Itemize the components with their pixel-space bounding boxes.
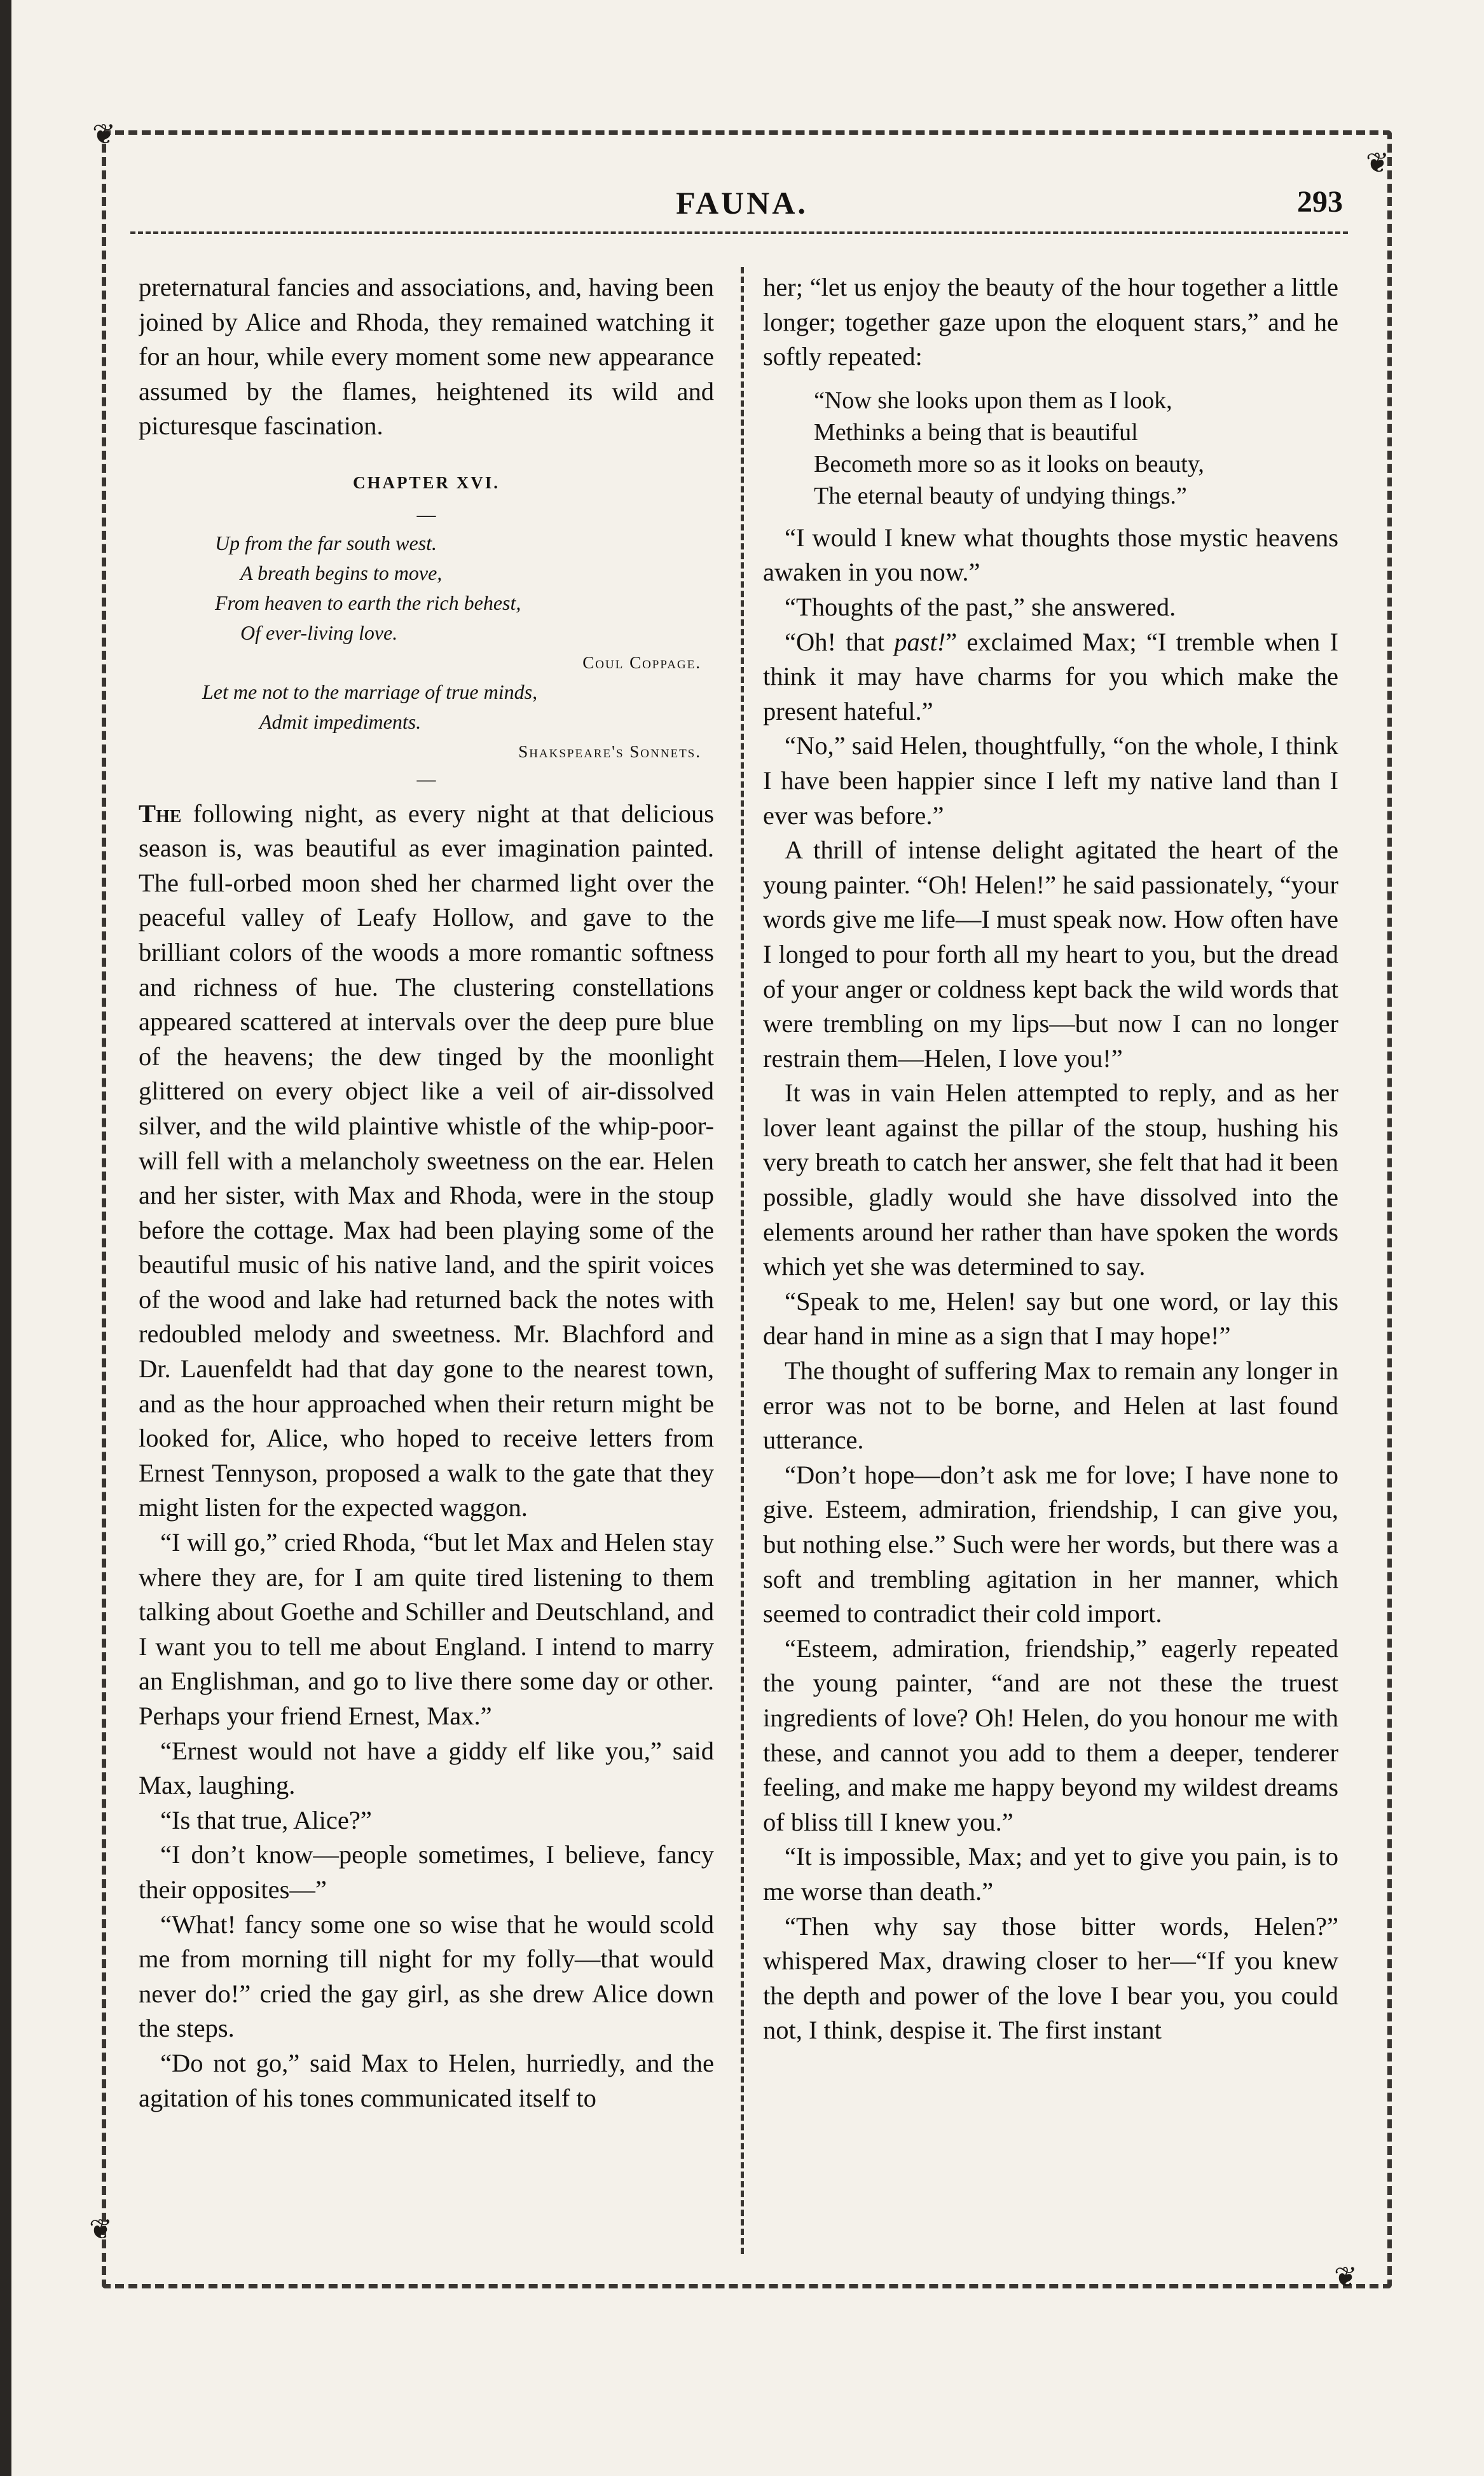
italic-word: past! bbox=[894, 627, 946, 656]
paragraph: The thought of suffering Max to remain any longer in error was not to be borne, and Helen at last found utterance. bbox=[763, 1356, 1338, 1455]
chapter-dash: — bbox=[416, 504, 436, 525]
corner-ornament-top-right: ❦ bbox=[1366, 148, 1389, 179]
paragraph: A thrill of intense delight agitated the heart of the young painter. “Oh! Helen!” he said passionately, “your words give me life—I must speak now. How often have I longed to pour forth all my heart to you, but the dread of your anger or coldness kept back the wild words that were trembling on my lips—but now I can no longer restrain them—Helen, I love you!” bbox=[763, 836, 1338, 1073]
verse-line: Up from the far south west. bbox=[215, 531, 437, 554]
corner-ornament-bottom-left: ❦ bbox=[89, 2214, 113, 2245]
paragraph: “Is that true, Alice?” bbox=[160, 1805, 372, 1834]
left-column bbox=[139, 270, 714, 2260]
chapter-heading: CHAPTER XVI. bbox=[352, 472, 500, 492]
page-number: 293 bbox=[1297, 185, 1343, 219]
verse-line: Becometh more so as it looks on beauty, bbox=[814, 450, 1204, 478]
verse-line: Of ever-living love. bbox=[240, 621, 398, 644]
paragraph: “I don’t know—people sometimes, I believe, fancy their opposites—” bbox=[139, 1840, 714, 1904]
paragraph: preternatural fancies and associations, and, having been joined by Alice and Rhoda, they remained watching it for an hour, while every moment some new appearance assumed by the flames, heightened its wild and picturesque fascination. bbox=[139, 273, 714, 441]
paragraph: “Do not go,” said Max to Helen, hurriedly, and the agitation of his tones communicated itself to bbox=[139, 2048, 714, 2112]
paragraph: “I will go,” cried Rhoda, “but let Max and Helen stay where they are, for I am quite tired listening to them talking about Goethe and Schiller and Deutschland, and I want you to tell me about England. I intend to marry an Englishman, and go to live there some day or other. Perhaps your friend Ernest, Max.” bbox=[139, 1528, 714, 1730]
dropcap-word: The bbox=[139, 799, 182, 828]
epigraph-attribution: Shakspeare's Sonnets. bbox=[518, 741, 701, 761]
corner-ornament-bottom-right: ❦ bbox=[1334, 2262, 1357, 2293]
running-title: FAUNA. bbox=[676, 185, 808, 221]
paragraph: “Speak to me, Helen! say but one word, or lay this dear hand in mine as a sign that I may hope!” bbox=[763, 1286, 1338, 1351]
paragraph-text: ” exclaimed Max; “I tremble when I think it may have charms for you which make the present hateful.” bbox=[763, 627, 1338, 726]
paragraph-text: “Oh! that bbox=[785, 627, 895, 656]
column-divider bbox=[741, 267, 744, 2254]
header-rule bbox=[130, 231, 1348, 234]
epigraph-attribution: Coul Coppage. bbox=[582, 652, 701, 672]
paragraph-text: following night, as every night at that delicious season is, was beautiful as ever imagination painted. The full-orbed moon shed her charmed light over the peaceful valley of Leafy Hollow, and gave to the brilliant colors of the woods a more romantic softness and richness of hue. The clustering constellations appeared scattered at intervals over the deep pure blue of the heavens; the dew tinged by the moonlight glittered on every object like a veil of air-dissolved silver, and the wild plaintive whistle of the whip-poor-will fell with a melancholy sweetness on the ear. Helen and her sister, with Max and Rhoda, were in the stoup before the cottage. Max had been playing some of the beautiful music of his native land, and the spirit voices of the wood and lake had returned back the notes with redoubled melody and sweetness. Mr. Blachford and Dr. Lauenfeldt had that day gone to the nearest town, and as the hour approached when their return might be looked for, Alice, who hoped to receive letters from Ernest Tennyson, proposed a walk to the gate that they might listen for the expected waggon. bbox=[139, 799, 714, 1522]
paragraph: “Don’t hope—don’t ask me for love; I have none to give. Esteem, admiration, friendship, I can give you, but nothing else.” Such were her words, but there was a soft and trembling agitation in her manner, which seemed to contradict their cold import. bbox=[763, 1460, 1338, 1628]
paragraph: It was in vain Helen attempted to reply, and as her lover leant against the pillar of the stoup, hushing his very breath to catch her answer, she felt that had it been possible, gladly would she have dissolved into the elements around her rather than have spoken the words which yet she was determined to say. bbox=[763, 1078, 1338, 1281]
verse-line: Methinks a being that is beautiful bbox=[814, 418, 1138, 446]
paragraph: “Ernest would not have a giddy elf like you,” said Max, laughing. bbox=[139, 1736, 714, 1800]
epigraph-sonnet bbox=[202, 677, 714, 737]
paragraph: “It is impossible, Max; and yet to give you pain, is to me worse than death.” bbox=[763, 1842, 1338, 1906]
verse-line: The eternal beauty of undying things.” bbox=[814, 482, 1187, 509]
epigraph-verse bbox=[215, 528, 714, 648]
verse-line: “Now she looks upon them as I look, bbox=[814, 387, 1172, 414]
paragraph: “I would I knew what thoughts those mystic heavens awaken in you now.” bbox=[763, 523, 1338, 587]
paragraph bbox=[139, 797, 714, 1525]
paragraph: “Then why say those bitter words, Helen?” whispered Max, drawing closer to her—“If you knew the depth and power of the love I bear you, you could not, I think, despise it. The first instant bbox=[763, 1911, 1338, 2045]
paragraph: “Thoughts of the past,” she answered. bbox=[785, 592, 1176, 621]
verse-line: From heaven to earth the rich behest, bbox=[215, 591, 521, 614]
paragraph bbox=[763, 625, 1338, 729]
verse-line: Let me not to the marriage of true minds, bbox=[202, 680, 538, 703]
binding-edge bbox=[0, 0, 11, 2476]
right-column bbox=[763, 270, 1338, 2260]
corner-ornament-top-left: ❦ bbox=[92, 119, 116, 150]
poem-quote bbox=[814, 385, 1338, 512]
paragraph: “What! fancy some one so wise that he would scold me from morning till night for my folly—that would never do!” cried the gay girl, as she drew Alice down the steps. bbox=[139, 1909, 714, 2043]
verse-line: Admit impediments. bbox=[259, 710, 422, 733]
epigraph-dash: — bbox=[416, 768, 436, 790]
paragraph: her; “let us enjoy the beauty of the hour together a little longer; together gaze upon the eloquent stars,” and he softly repeated: bbox=[763, 273, 1338, 371]
paragraph: “Esteem, admiration, friendship,” eagerly repeated the young painter, “and are not these the truest ingredients of love? Oh! Helen, do you honour me with these, and cannot you add to them a deeper, tenderer feeling, and make me happy beyond my wildest dreams of bliss till I knew you.” bbox=[763, 1633, 1338, 1836]
paragraph: “No,” said Helen, thoughtfully, “on the whole, I think I have been happier since I left my native land than I ever was before.” bbox=[763, 731, 1338, 830]
verse-line: A breath begins to move, bbox=[240, 561, 443, 584]
